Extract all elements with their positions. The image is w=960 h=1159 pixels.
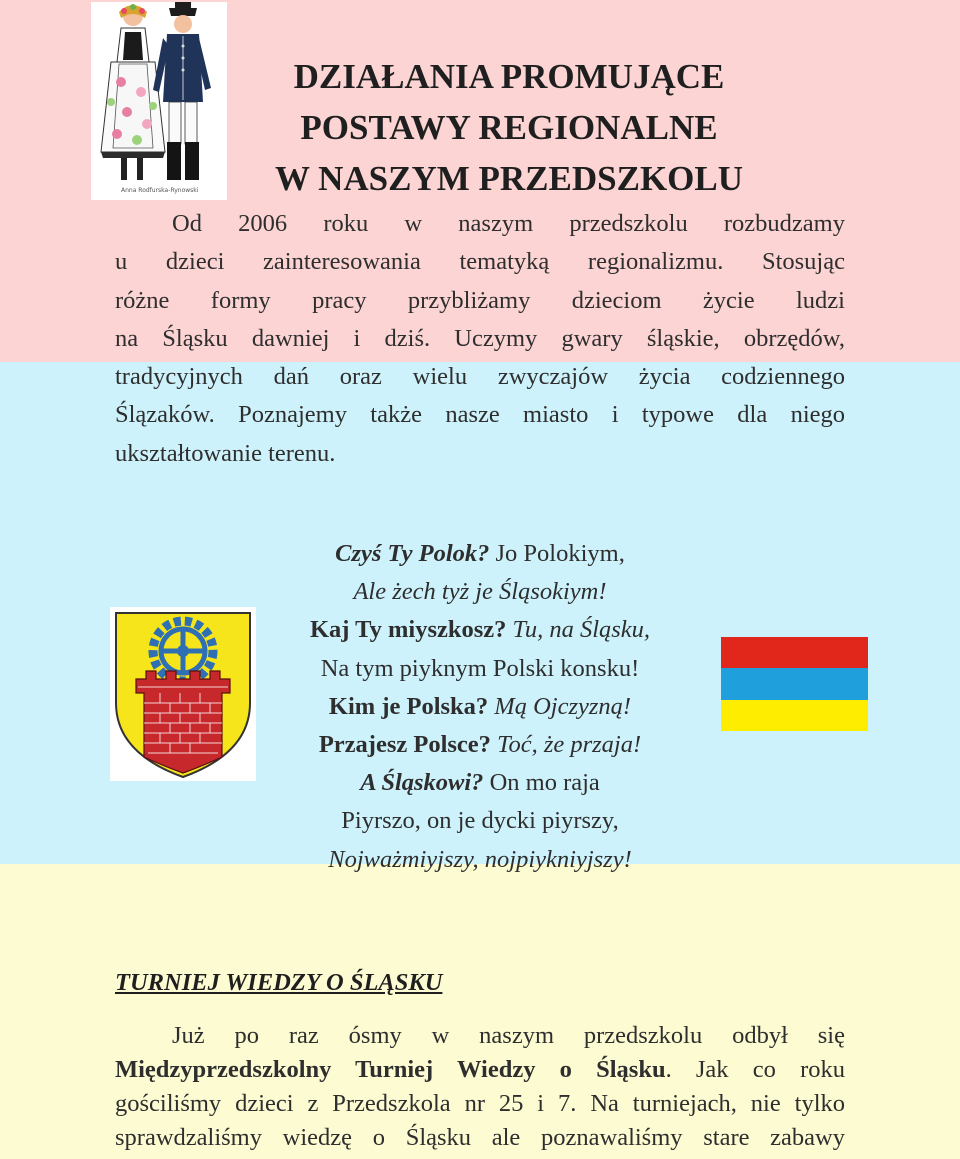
intro-line: Ślązaków. Poznajemy także nasze miasto i typowe dla niego xyxy=(115,401,845,429)
poem-line: Piyrszo, on je dycki piyrszy, xyxy=(341,807,619,835)
poem-line xyxy=(200,764,760,802)
intro-line: różne formy pracy przybliżamy dzieciom życie ludzi xyxy=(115,286,845,314)
poem-line xyxy=(200,688,760,726)
woman-figure xyxy=(101,4,165,180)
intro-line: na Śląsku dawniej i dziś. Uczymy gwary śląskie, obrzędów, xyxy=(115,324,845,352)
poem-line xyxy=(200,535,760,573)
poem-question: Kaj Ty miyszkosz? xyxy=(309,616,507,644)
silesian-folk-costume-illustration xyxy=(91,2,227,200)
poem-answer: Tu, na Śląsku, xyxy=(506,616,651,644)
poem-answer: Toć, że przaja! xyxy=(490,730,642,758)
poem-question: Przajesz Polsce? xyxy=(318,730,491,758)
intro-line: Od 2006 roku w naszym przedszkolu rozbudzamy xyxy=(172,210,845,237)
poem-answer: Jo Polokiym, xyxy=(489,540,625,567)
page-title-line-3: W NASZYM PRZEDSZKOLU xyxy=(274,159,744,198)
tournament-paragraph xyxy=(115,1019,845,1155)
intro-line: u dzieci zainteresowania tematyką regionalizmu. Stosując xyxy=(115,248,845,276)
poem-line: Na tym piyknym Polski konsku! xyxy=(320,654,640,682)
poem-answer: Mą Ojczyzną! xyxy=(488,692,632,720)
intro-line: ukształtowanie terenu. xyxy=(115,439,336,467)
poem-question: Kim je Polska? xyxy=(328,692,489,720)
section-heading: TURNIEJ WIEDZY O ŚLĄSKU xyxy=(115,969,443,996)
tournament-line-rest: . Jak co roku xyxy=(665,1056,845,1083)
poem-line xyxy=(200,726,760,764)
intro-paragraph xyxy=(115,205,845,473)
tournament-line xyxy=(115,1053,845,1087)
tournament-name: Międzyprzedszkolny Turniej Wiedzy o Śląsku xyxy=(115,1056,666,1083)
poem-line: Ale żech tyż je Śląsokiym! xyxy=(353,578,607,606)
poem xyxy=(200,535,760,879)
page-title-line-2: POSTAWY REGIONALNE xyxy=(300,108,718,147)
tournament-line: Już po raz ósmy w naszym przedszkolu odbył się xyxy=(172,1022,845,1049)
poem-question: A Śląskowi? xyxy=(360,769,484,797)
poem-line xyxy=(200,611,760,649)
poem-question: Czyś Ty Polok? xyxy=(335,540,490,567)
illustration-signature: Anna Rodfurska-Rynowski xyxy=(121,187,199,194)
tournament-line: sprawdzaliśmy wiedzę o Śląsku ale poznawaliśmy stare zabawy xyxy=(115,1124,845,1151)
poem-line: Nojważmiyjszy, nojpiykniyjszy! xyxy=(328,845,632,873)
intro-line: tradycyjnych dań oraz wielu zwyczajów życia codziennego xyxy=(115,363,845,391)
poem-answer: On mo raja xyxy=(483,769,600,797)
page-title-line-1: DZIAŁANIA PROMUJĄCE xyxy=(293,57,725,96)
tournament-line: gościliśmy dzieci z Przedszkola nr 25 i 7. Na turniejach, nie tylko xyxy=(115,1090,845,1117)
